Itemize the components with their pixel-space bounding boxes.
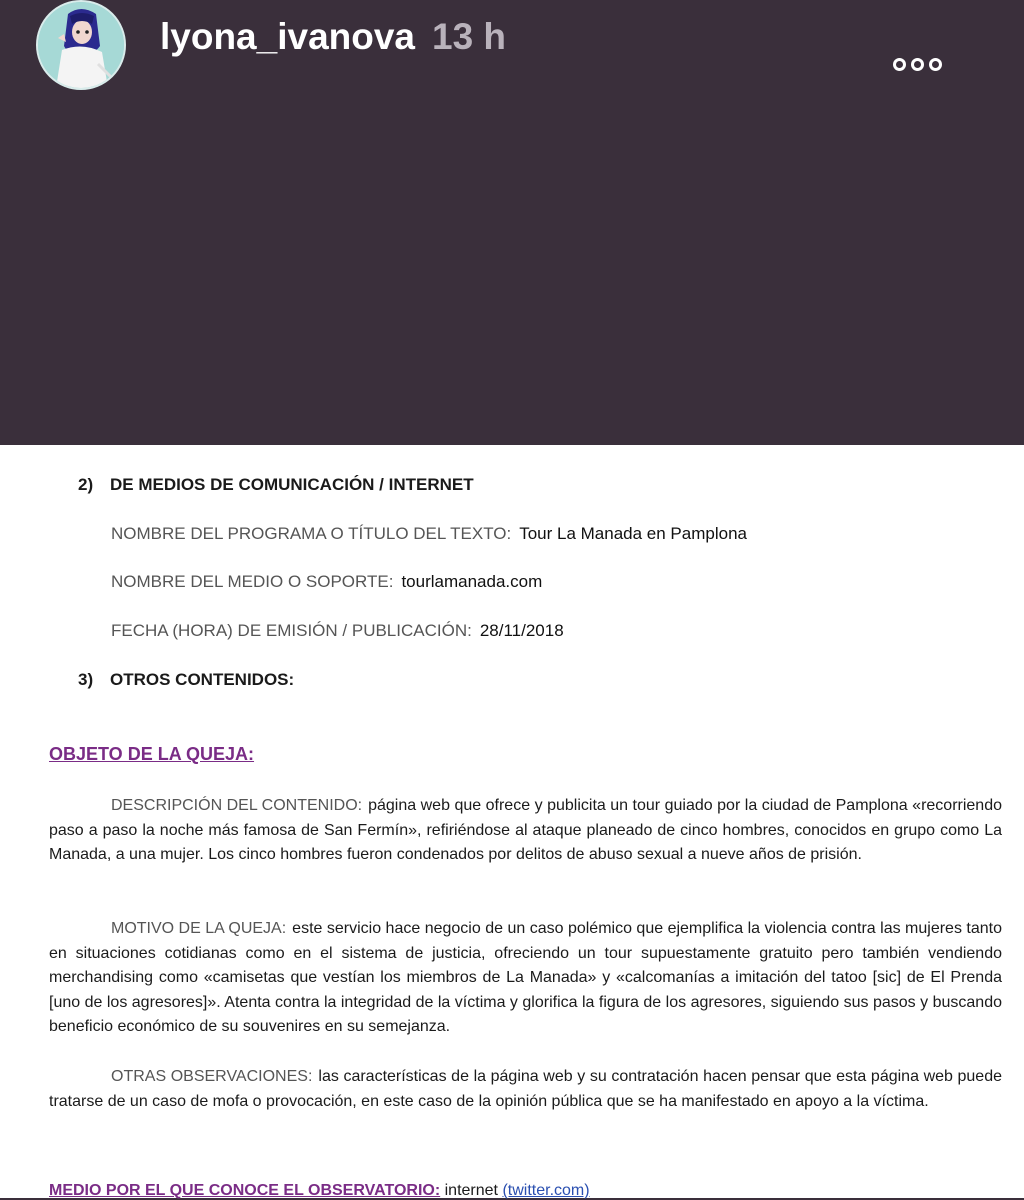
paragraph-label: DESCRIPCIÓN DEL CONTENIDO:	[111, 797, 363, 814]
field-value: Tour La Manada en Pamplona	[519, 524, 747, 543]
paragraph-text: página web que ofrece y publicita un tour guiado por la ciudad de Pamplona «recorriendo paso a paso la noche más famosa de San Fermín», refiriéndose al ataque planeado de cinco hombres, conocidos en grupo como La Manada, a una mujer. Los cinco hombres fueron condenados por delitos de abuso sexual a nueve años de prisión.	[49, 797, 1002, 863]
medio-value: internet	[444, 1182, 498, 1199]
field-value: tourlamanada.com	[401, 572, 543, 591]
field-date	[111, 621, 564, 641]
post-time: 13 h	[432, 16, 507, 57]
section-2-heading	[78, 475, 474, 495]
field-label: NOMBRE DEL PROGRAMA O TÍTULO DEL TEXTO:	[111, 524, 512, 543]
paragraph-text: este servicio hace negocio de un caso polémico que ejemplifica la violencia contra las mujeres tanto en situaciones cotidianas como en el sistema de justicia, ofreciendo un tour supuestamente gratuito pero también vendiendo merchandising como «camisetas que vestían los miembros de La Manada» y «calcomanías a imitación del tatoo [sic] de El Prenda [uno de los agresores]». Atenta contra la integridad de la víctima y glorifica la figura de los agresores, siguiendo sus pasos y buscando beneficio económico de su souvenires en su semejanza.	[49, 920, 1002, 1035]
story-header	[0, 0, 1024, 445]
paragraph-label: OTRAS OBSERVACIONES:	[111, 1068, 313, 1085]
avatar-icon	[38, 2, 124, 88]
dot-icon	[893, 58, 906, 71]
paragraph-label: MOTIVO DE LA QUEJA:	[111, 920, 287, 937]
field-value: 28/11/2018	[479, 621, 564, 640]
section-title: OTROS CONTENIDOS:	[110, 670, 295, 689]
motivo-paragraph	[49, 917, 1002, 1040]
field-medium	[111, 572, 542, 592]
dot-icon	[929, 58, 942, 71]
field-program-title	[111, 524, 747, 544]
section-number: 3)	[78, 670, 94, 689]
medio-line	[49, 1182, 590, 1200]
otras-paragraph	[49, 1065, 1002, 1114]
descripcion-paragraph	[49, 794, 1002, 868]
section-number: 2)	[78, 475, 94, 494]
section-3-heading	[78, 670, 294, 690]
username[interactable]: lyona_ivanova	[160, 16, 416, 57]
field-label: NOMBRE DEL MEDIO O SOPORTE:	[111, 572, 394, 591]
paragraph-text: las características de la página web y su contratación hacen pensar que esta página web puede tratarse de un caso de mofa o provocación, en este caso de la opinión pública que se ha manifestado en apoyo a la víctima.	[49, 1068, 1003, 1110]
medio-link[interactable]: (twitter.com)	[502, 1182, 590, 1199]
section-title: DE MEDIOS DE COMUNICACIÓN / INTERNET	[110, 475, 474, 494]
more-dots-icon[interactable]	[893, 58, 953, 78]
dot-icon	[911, 58, 924, 71]
objeto-heading: OBJETO DE LA QUEJA:	[49, 744, 255, 764]
field-label: FECHA (HORA) DE EMISIÓN / PUBLICACIÓN:	[111, 621, 472, 640]
medio-heading: MEDIO POR EL QUE CONOCE EL OBSERVATORIO:	[49, 1182, 441, 1199]
document-screenshot	[0, 445, 1024, 1198]
profile-avatar[interactable]	[36, 0, 126, 90]
